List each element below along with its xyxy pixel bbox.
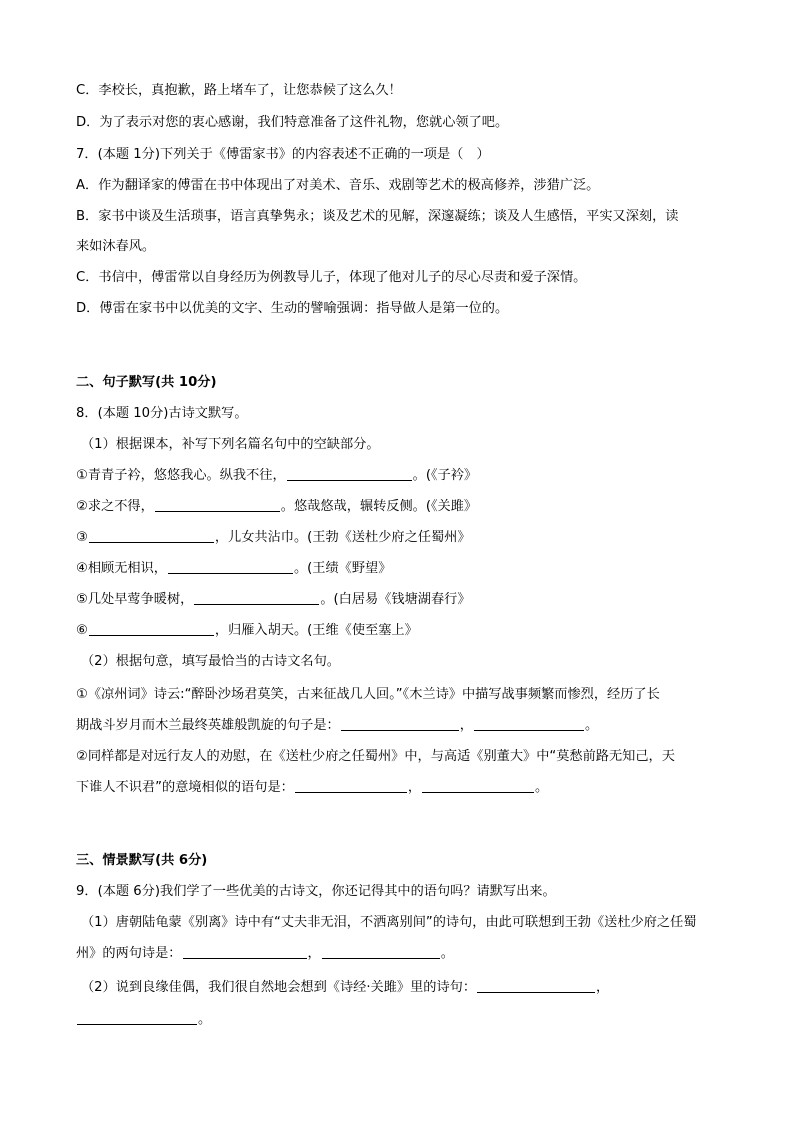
q9-part1-text-b: ， [307, 946, 321, 961]
q9-part1-line2 [76, 944, 726, 964]
q8-line-6-text-a: ⑥ [76, 623, 88, 638]
q7-stem: 7．(本题 1分)下列关于《傅雷家书》的内容表述不正确的一项是（ ） [76, 147, 490, 162]
answer-blank[interactable] [89, 621, 214, 636]
q8-part2-item2-text-a: 下谁人不识君”的意境相似的语句是： [76, 780, 294, 795]
q9-part2-text-b: ， [596, 980, 610, 995]
q8-part2-item1-line2 [76, 716, 726, 736]
q8-line-1 [76, 466, 726, 486]
answer-blank[interactable] [474, 716, 584, 731]
q8-part2-item1-text-c: 。 [584, 718, 599, 733]
q8-line-3-text-a: ③ [76, 530, 88, 545]
q9-part2-text-c: 。 [198, 1012, 212, 1027]
section-3-title: 三、情景默写(共 6分) [76, 853, 208, 868]
q8-line-1-text-b: 。(《子衿》 [412, 468, 478, 483]
q8-line-6 [76, 621, 726, 641]
q9-part1-line1: （1）唐朝陆龟蒙《别离》诗中有“丈夫非无泪，不洒离别间”的诗句，由此可联想到王勃《送杜少府之任蜀 [81, 915, 697, 930]
answer-blank[interactable] [194, 590, 319, 605]
q9-stem: 9．(本题 6分)我们学了一些优美的古诗文，你还记得其中的语句吗？请默写出来。 [76, 884, 556, 899]
q7-option-b-line2: 来如沐春风。 [76, 239, 156, 254]
answer-blank[interactable] [295, 778, 407, 793]
q9-part1-text-c: 。 [440, 946, 454, 961]
q8-part2-item1-line1: ①《凉州词》诗云:“醉卧沙场君莫笑，古来征战几人回。”《木兰诗》中描写战事频繁而惨烈，经历了长 [76, 687, 660, 702]
q8-line-5-text-b: 。(白居易《钱塘湖春行》 [320, 592, 471, 607]
q8-line-4-text-b: 。(王绩《野望》 [293, 561, 392, 576]
answer-blank[interactable] [422, 778, 534, 793]
q8-part2-item1-text-b: ， [459, 718, 473, 733]
q8-line-4-text-a: ④相顾无相识， [76, 561, 167, 576]
q8-line-1-text-a: ①青青子衿，悠悠我心。纵我不往， [76, 468, 286, 483]
q8-line-2-text-a: ②求之不得， [76, 499, 154, 514]
q8-stem: 8．(本题 10分)古诗文默写。 [76, 406, 248, 421]
q8-part1-instruction: （1）根据课本，补写下列名篇名句中的空缺部分。 [81, 437, 380, 452]
q6-option-d: D．为了表示对您的衷心感谢，我们特意准备了这件礼物，您就心领了吧。 [76, 115, 509, 130]
answer-blank[interactable] [155, 497, 280, 512]
q8-part2-item1-text-a: 期战斗岁月而木兰最终英雄般凯旋的句子是： [76, 718, 340, 733]
q8-line-3 [76, 528, 726, 548]
q8-line-3-text-b: ，儿女共沾巾。(王勃《送杜少府之任蜀州》 [214, 530, 471, 545]
answer-blank[interactable] [183, 944, 307, 959]
q8-part2-item2-text-c: 。 [535, 780, 549, 795]
answer-blank[interactable] [341, 716, 459, 731]
answer-blank[interactable] [477, 978, 595, 993]
q8-part2-instruction: （2）根据句意，填写最恰当的古诗文名句。 [81, 654, 340, 669]
answer-blank[interactable] [89, 528, 214, 543]
q8-part2-item2-text-b: ， [407, 780, 422, 795]
q8-part2-item2-line2 [76, 778, 726, 798]
q6-option-c: C．李校长，真抱歉，路上堵车了，让您恭候了这么久！ [76, 83, 402, 98]
q7-option-a: A．作为翻译家的傅雷在书中体现出了对美术、音乐、戏剧等艺术的极高修养，涉猎广泛。 [76, 178, 600, 193]
q7-option-b-line1: B．家书中谈及生活琐事，语言真挚隽永；谈及艺术的见解，深邃凝练；谈及人生感悟，平实又深刻，读 [76, 209, 679, 224]
q9-part2-line2 [76, 1010, 726, 1030]
section-2-title: 二、句子默写(共 10分) [76, 375, 217, 390]
answer-blank[interactable] [287, 466, 412, 481]
q8-line-2 [76, 497, 726, 517]
q8-line-2-text-b: 。悠哉悠哉，辗转反侧。(《关雎》 [280, 499, 478, 514]
q8-line-6-text-b: ，归雁入胡天。(王维《使至塞上》 [214, 623, 418, 638]
q9-part2-text-a: （2）说到良缘佳偶，我们很自然地会想到《诗经·关雎》里的诗句： [81, 980, 477, 995]
q8-line-5 [76, 590, 726, 610]
q7-option-d: D．傅雷在家书中以优美的文字、生动的譬喻强调：指导做人是第一位的。 [76, 301, 509, 316]
q8-line-5-text-a: ⑤几处早莺争暖树， [76, 592, 194, 607]
q8-part2-item2-line1: ②同样都是对远行友人的劝慰，在《送杜少府之任蜀州》中，与高适《别董大》中“莫愁前路无知己，天 [76, 749, 675, 764]
answer-blank[interactable] [322, 944, 440, 959]
q9-part1-text-a: 州》的两句诗是： [76, 946, 182, 961]
q8-line-4 [76, 559, 726, 579]
q9-part2-line1 [81, 978, 731, 998]
answer-blank[interactable] [168, 559, 293, 574]
answer-blank[interactable] [77, 1010, 197, 1025]
q7-option-c: C．书信中，傅雷常以自身经历为例教导儿子，体现了他对儿子的尽心尽责和爱子深情。 [76, 270, 587, 285]
